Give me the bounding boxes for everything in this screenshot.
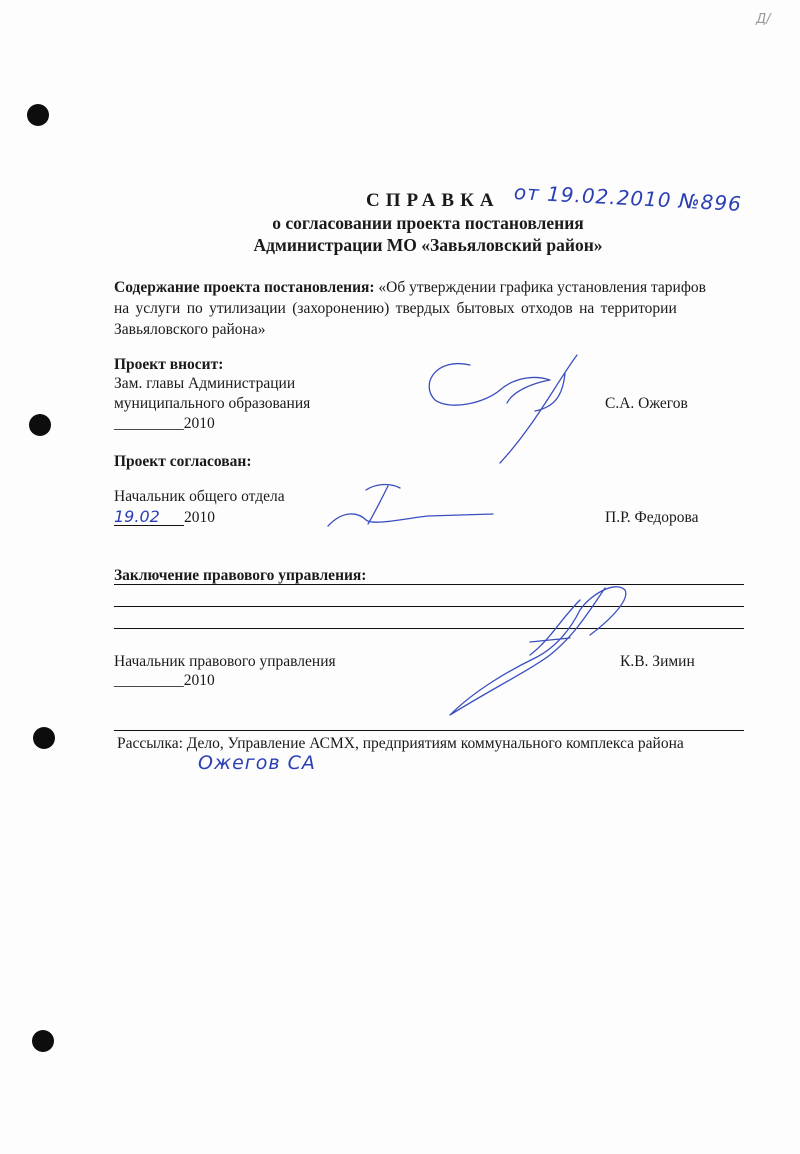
- signature-fedorova: [318, 480, 498, 530]
- approval-position: Начальник общего отдела: [114, 488, 285, 505]
- legal-date: _________2010: [114, 672, 215, 689]
- approval-name: П.Р. Федорова: [605, 509, 699, 526]
- content-text-line2: на услуги по утилизации (захоронению) твердых бытовых отходов на территории: [114, 300, 677, 317]
- submitter-date: _________2010: [114, 415, 215, 432]
- content-text-line1: «Об утверждении графика установления тарифов: [378, 279, 706, 296]
- signature-ozhegov: [415, 345, 585, 465]
- legal-name: К.В. Зимин: [620, 653, 695, 670]
- approval-date-handwritten: 19.02: [114, 509, 184, 526]
- distribution-text: Рассылка: Дело, Управление АСМХ, предприятиям коммунального комплекса района: [117, 735, 684, 752]
- approval-heading: Проект согласован:: [114, 453, 252, 470]
- corner-pencil-mark: Д/: [756, 12, 771, 27]
- submitter-position-line2: муниципального образования: [114, 395, 311, 412]
- content-label: Содержание проекта постановления:: [114, 279, 375, 296]
- handwritten-date-number: от 19.02.2010 №896: [513, 180, 743, 216]
- punch-hole: [32, 1030, 54, 1052]
- submitter-name: С.А. Ожегов: [605, 395, 688, 412]
- legal-position: Начальник правового управления: [114, 653, 336, 670]
- punch-hole: [33, 727, 55, 749]
- submitter-position-line1: Зам. главы Администрации: [114, 375, 296, 392]
- document-title: СПРАВКА: [366, 190, 500, 211]
- punch-hole: [27, 104, 49, 126]
- document-subtitle-line2: Администрации МО «Завьяловский район»: [253, 235, 603, 255]
- punch-hole: [29, 414, 51, 436]
- content-text-line3: Завьяловского района»: [114, 321, 266, 338]
- handwritten-note-ozhegov: Ожегов СА: [198, 752, 316, 774]
- signature-zimin: [430, 580, 650, 720]
- document-subtitle-line1: о согласовании проекта постановления: [272, 213, 584, 233]
- submitter-heading: Проект вносит:: [114, 356, 224, 373]
- approval-date-year: 2010: [184, 509, 215, 526]
- approval-date: [114, 507, 215, 528]
- content-line1: [114, 277, 706, 298]
- legal-heading: Заключение правового управления:: [114, 567, 367, 584]
- distribution-line: [114, 730, 744, 731]
